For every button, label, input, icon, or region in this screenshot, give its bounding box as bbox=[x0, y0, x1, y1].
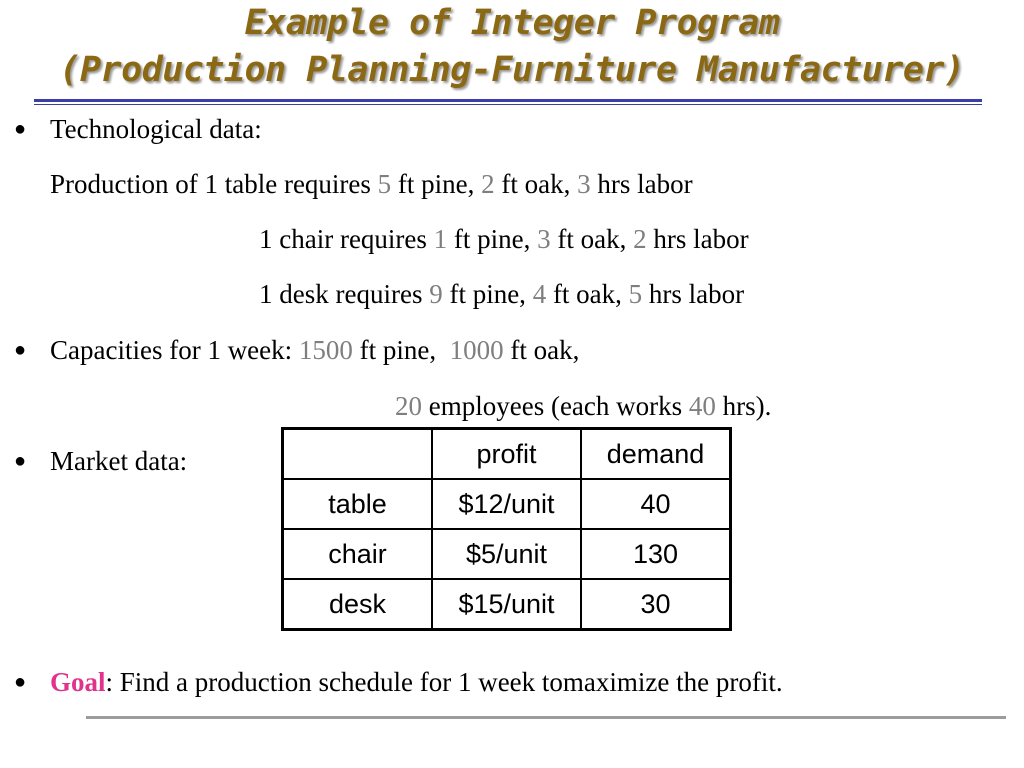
tech-line-desk bbox=[259, 278, 744, 310]
goal-line bbox=[50, 666, 783, 698]
tech-desk-pine: 9 bbox=[429, 279, 443, 309]
tech-desk-oak: 4 bbox=[532, 279, 547, 309]
capacities-prefix: Capacities for 1 week: bbox=[50, 335, 299, 365]
tech-table-labor: 3 bbox=[577, 169, 591, 199]
table-cell-profit: $12/unit bbox=[432, 479, 581, 529]
table-cell-profit: $5/unit bbox=[432, 529, 581, 579]
table-header-row bbox=[283, 429, 731, 480]
bullet-dot: ● bbox=[14, 339, 27, 361]
title-line-2: (Production Planning-Furniture Manufacturer) bbox=[59, 50, 965, 90]
tech-chair-oak: 3 bbox=[537, 224, 551, 254]
tech-chair-oak-label: ft oak, bbox=[550, 224, 634, 254]
market-heading: Market data: bbox=[50, 446, 188, 476]
tech-line-chair bbox=[259, 223, 749, 255]
bullet-dot: ● bbox=[14, 671, 27, 693]
tech-table-prefix: Production of 1 table requires bbox=[50, 169, 378, 199]
capacities-employees-line bbox=[395, 390, 771, 422]
tech-table-oak-label: ft oak, bbox=[494, 169, 578, 199]
title-line-1: Example of Integer Program bbox=[244, 3, 780, 43]
bullet-dot: ● bbox=[14, 450, 27, 472]
tech-table-pine-label: ft pine, bbox=[391, 169, 482, 199]
title-divider-thin bbox=[34, 104, 982, 105]
tech-heading: Technological data: bbox=[50, 114, 262, 144]
tech-line-table bbox=[50, 168, 693, 200]
capacities-pine-label: ft pine, bbox=[352, 335, 450, 365]
tech-desk-labor-label: hrs labor bbox=[642, 279, 745, 309]
tech-desk-prefix: 1 desk requires bbox=[259, 279, 430, 309]
tech-chair-prefix: 1 chair requires bbox=[259, 224, 434, 254]
capacities-hours-label: hrs). bbox=[715, 391, 772, 421]
tech-desk-labor: 5 bbox=[628, 279, 643, 309]
table-row bbox=[283, 529, 731, 579]
goal-colon: : bbox=[105, 667, 120, 697]
tech-chair-pine-label: ft pine, bbox=[447, 224, 538, 254]
table-header-cell: demand bbox=[581, 429, 731, 480]
table-row bbox=[283, 579, 731, 630]
tech-chair-labor: 2 bbox=[633, 224, 647, 254]
capacities-line bbox=[50, 334, 579, 366]
table-cell-profit: $15/unit bbox=[432, 579, 581, 630]
capacities-employees-label: employees (each works bbox=[422, 391, 689, 421]
table-cell-product: chair bbox=[283, 529, 433, 579]
table-cell-product: desk bbox=[283, 579, 433, 630]
goal-text: Find a production schedule for 1 week tomaximize the profit. bbox=[119, 667, 783, 697]
goal-label: Goal bbox=[50, 667, 106, 697]
tech-table-oak: 2 bbox=[481, 169, 495, 199]
bottom-divider bbox=[86, 716, 1006, 719]
slide-title bbox=[0, 0, 1024, 94]
title-divider bbox=[34, 99, 982, 102]
tech-table-pine: 5 bbox=[377, 169, 392, 199]
table-header-cell: profit bbox=[432, 429, 581, 480]
table-cell-product: table bbox=[283, 479, 433, 529]
table-header-cell bbox=[283, 429, 433, 480]
capacities-pine: 1500 bbox=[298, 335, 353, 365]
bullet-dot: ● bbox=[14, 118, 27, 140]
capacities-hours: 40 bbox=[688, 391, 716, 421]
table-cell-demand: 130 bbox=[581, 529, 731, 579]
capacities-oak: 1000 bbox=[449, 335, 504, 365]
tech-desk-oak-label: ft oak, bbox=[546, 279, 629, 309]
tech-chair-labor-label: hrs labor bbox=[646, 224, 749, 254]
tech-desk-pine-label: ft pine, bbox=[442, 279, 533, 309]
table-cell-demand: 40 bbox=[581, 479, 731, 529]
market-table bbox=[281, 427, 732, 631]
capacities-employees: 20 bbox=[395, 391, 422, 421]
tech-table-labor-label: hrs labor bbox=[590, 169, 693, 199]
table-row bbox=[283, 479, 731, 529]
tech-chair-pine: 1 bbox=[433, 224, 448, 254]
capacities-oak-label: ft oak, bbox=[503, 335, 580, 365]
table-cell-demand: 30 bbox=[581, 579, 731, 630]
